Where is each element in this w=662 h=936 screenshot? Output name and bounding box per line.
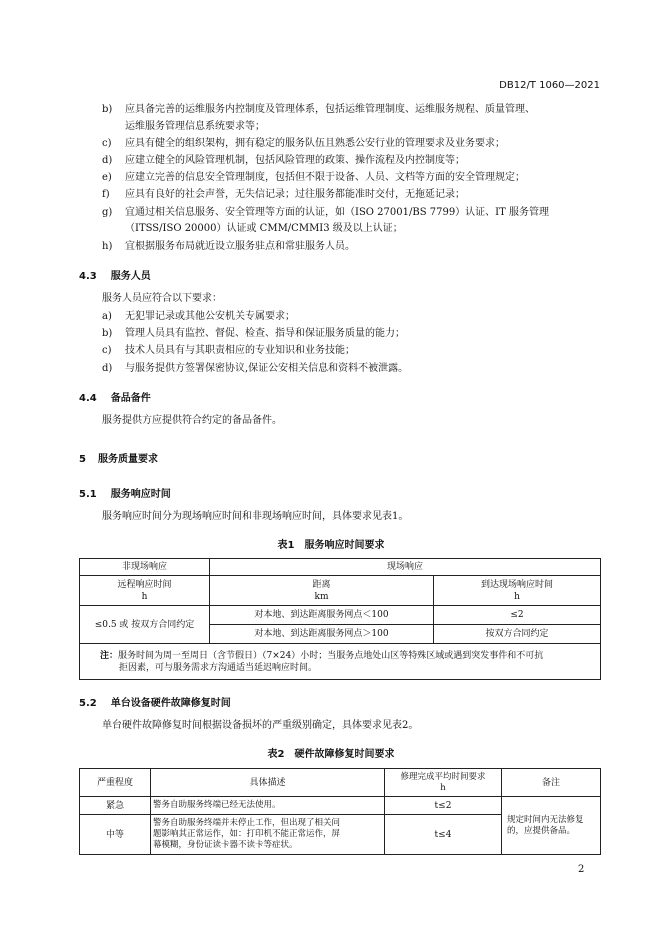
document-code: DB12/T 1060—2021 xyxy=(499,80,600,91)
table-caption: 表2 硬件故障修复时间要求 xyxy=(267,749,395,760)
table-cell: t≤4 xyxy=(385,815,502,855)
table-cell: 警务自助服务终端已经无法使用。 xyxy=(151,797,385,815)
table-header-cell: 距离 km xyxy=(210,576,434,606)
list-item: c) 应具有健全的组织架构，拥有稳定的服务队伍且熟悉公安行业的管理要求及业务要求； xyxy=(102,138,505,149)
table-header-cell: 非现场响应 xyxy=(80,559,210,576)
section-intro: 服务人员应符合以下要求： xyxy=(102,293,222,304)
list-item: e) 应建立完善的信息安全管理制度，包括但不限于设备、人员、文档等方面的安全管理规定； xyxy=(102,172,525,183)
table-header-cell: 修理完成平均时间要求 h xyxy=(385,769,502,797)
list-item: g) 宜通过相关信息服务、安全管理等方面的认证，如（ISO 27001/BS 7799）认证、IT 服务管理 xyxy=(102,207,549,218)
page-number: 2 xyxy=(578,864,585,875)
table-cell: 按双方合同约定 xyxy=(434,625,601,644)
response-time-table xyxy=(79,558,601,680)
list-item: d) 应建立健全的风险管理机制，包括风险管理的政策、操作流程及内控制度等； xyxy=(102,155,465,166)
list-item: d) 与服务提供方签署保密协议,保证公安相关信息和资料不被泄露。 xyxy=(102,363,409,374)
table-header-cell: 到达现场响应时间 h xyxy=(434,576,601,606)
table-caption: 表1 服务响应时间要求 xyxy=(277,540,385,551)
list-item: f) 应具有良好的社会声誉，无失信记录；过往服务都能准时交付，无拖延记录； xyxy=(102,189,465,200)
list-item: h) 宜根据服务布局就近设立服务驻点和常驻服务人员。 xyxy=(102,241,355,252)
table-header-cell: 具体描述 xyxy=(151,769,385,797)
table-header-cell: 现场响应 xyxy=(210,559,601,576)
list-item: b) 应具备完善的运维服务内控制度及管理体系，包括运维管理制度、运维服务规程、质量管理、 xyxy=(102,104,535,115)
list-item: a) 无犯罪记录或其他公安机关专属要求； xyxy=(102,311,295,322)
table-cell: 警务自助服务终端并未停止工作，但出现了相关问 题影响其正常运作，如：打印机不能正常运作，屏 幕模糊，身份证读卡器不读卡等症状。 xyxy=(151,815,385,855)
section-heading-4-4: 4.4 备品备件 xyxy=(79,393,151,404)
table-header-cell: 远程响应时间 h xyxy=(80,576,210,606)
section-heading-5: 5 服务质量要求 xyxy=(79,454,158,465)
table-cell: 紧急 xyxy=(80,797,151,815)
section-body: 服务响应时间分为现场响应时间和非现场响应时间，具体要求见表1。 xyxy=(102,511,409,522)
list-item: c) 技术人员具有与其职责相应的专业知识和业务技能； xyxy=(102,345,355,356)
table-header-cell: 严重程度 xyxy=(80,769,151,797)
list-item-continuation: 运维服务管理信息系统要求等； xyxy=(125,121,265,132)
repair-time-table xyxy=(79,768,601,855)
section-body: 单台硬件故障修复时间根据设备损坏的严重级别确定，具体要求见表2。 xyxy=(102,720,419,731)
table-cell: t≤2 xyxy=(385,797,502,815)
table-header-cell: 备注 xyxy=(502,769,601,797)
table-cell: 规定时间内无法修复 的，应提供备品。 xyxy=(502,797,601,855)
table-cell: 对本地、到达距离服务网点＞100 xyxy=(210,625,434,644)
list-item-continuation: （ITSS/ISO 20000）认证或 CMM/CMMI3 级及以上认证； xyxy=(125,223,403,234)
section-heading-5-1: 5.1 服务响应时间 xyxy=(79,489,171,500)
table-note: 注：服务时间为周一至周日（含节假日）（7×24）小时；当服务点地处山区等特殊区域或遇到突发事件和不可抗 拒因素，可与服务需求方沟通适当延迟响应时间。 xyxy=(80,644,601,680)
table-cell: ≤0.5 或 按双方合同约定 xyxy=(80,606,210,644)
section-body: 服务提供方应提供符合约定的备品备件。 xyxy=(102,415,282,426)
table-cell: 对本地、到达距离服务网点＜100 xyxy=(210,606,434,625)
table-cell: 中等 xyxy=(80,815,151,855)
table-cell: ≤2 xyxy=(434,606,601,625)
list-item: b) 管理人员具有监控、督促、检查、指导和保证服务质量的能力； xyxy=(102,328,405,339)
section-heading-5-2: 5.2 单台设备硬件故障修复时间 xyxy=(79,698,231,709)
section-heading-4-3: 4.3 服务人员 xyxy=(79,271,151,282)
